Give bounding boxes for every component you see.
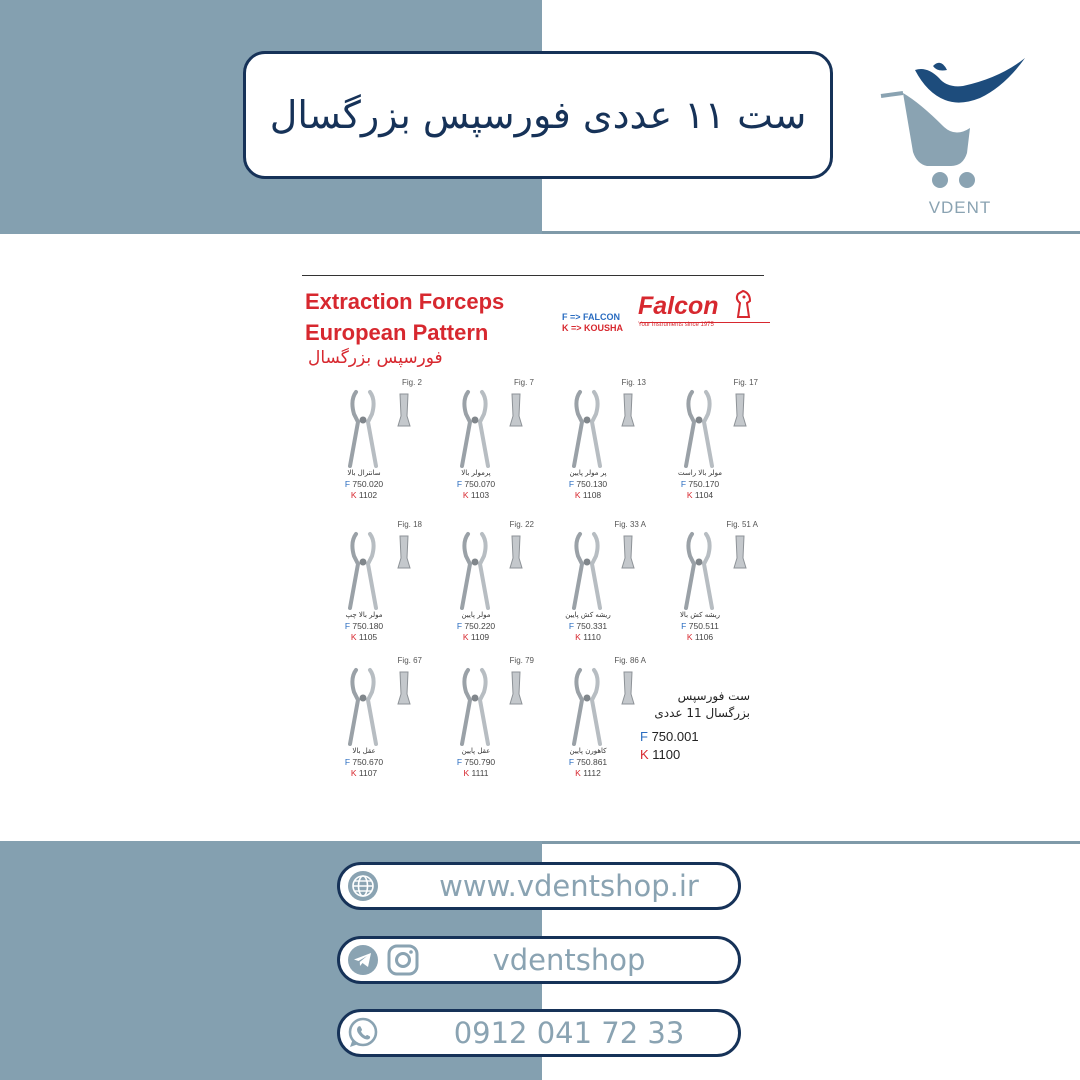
forceps-item — [436, 520, 536, 650]
forceps-icon — [336, 388, 390, 468]
catalog-top-rule — [302, 275, 764, 276]
fig-label: Fig. 33 A — [614, 520, 646, 529]
forceps-f-code: F 750.130 — [568, 479, 608, 489]
forceps-tip-icon — [506, 670, 526, 708]
forceps-k-code: K 1106 — [686, 632, 714, 642]
forceps-k-code: K 1105 — [350, 632, 378, 642]
catalog-title-line2: European Pattern — [305, 320, 489, 345]
forceps-icon — [336, 530, 390, 610]
forceps-k-code: K 1103 — [462, 490, 490, 500]
forceps-icon — [560, 530, 614, 610]
website-text: www.vdentshop.ir — [439, 869, 699, 903]
forceps-name: عقل بالا — [352, 747, 376, 755]
legend-kousha: K => KOUSHA — [562, 323, 624, 333]
set-title-fa: ست فورسپس بزرگسال 11 عددی — [654, 689, 750, 720]
forceps-icon — [560, 388, 614, 468]
globe-icon — [346, 869, 380, 903]
forceps-f-code: F 750.070 — [456, 479, 496, 489]
set-k-code: K 1100 — [640, 747, 681, 762]
fig-label: Fig. 2 — [401, 378, 422, 387]
logo-text: VDENT — [928, 198, 992, 217]
vdent-logo — [875, 48, 1045, 228]
forceps-item — [436, 378, 536, 508]
forceps-f-code: F 750.861 — [568, 757, 608, 767]
forceps-icon — [672, 388, 726, 468]
fig-label: Fig. 13 — [621, 378, 646, 387]
catalog-image — [300, 270, 775, 800]
forceps-k-code: K 1109 — [462, 632, 490, 642]
legend-falcon: F => FALCON — [562, 312, 621, 322]
forceps-name: سانترال بالا — [347, 469, 381, 477]
catalog-title-line1: Extraction Forceps — [305, 289, 505, 314]
forceps-tip-icon — [618, 392, 638, 430]
forceps-name: پر مولر پایین — [569, 469, 607, 477]
forceps-f-code: F 750.170 — [680, 479, 720, 489]
forceps-name: ریشه کش پایین — [565, 611, 611, 619]
forceps-k-code: K 1107 — [350, 768, 378, 778]
forceps-k-code: K 1111 — [463, 768, 489, 778]
forceps-f-code: F 750.511 — [681, 621, 719, 631]
fig-label: Fig. 18 — [397, 520, 422, 529]
forceps-f-code: F 750.220 — [456, 621, 496, 631]
fig-label: Fig. 86 A — [614, 656, 646, 665]
forceps-item — [548, 520, 648, 650]
title-box — [243, 51, 833, 179]
forceps-item — [324, 520, 424, 650]
social-pill[interactable] — [337, 936, 741, 984]
forceps-f-code: F 750.790 — [456, 757, 496, 767]
phone-pill[interactable] — [337, 1009, 741, 1057]
forceps-item — [324, 656, 424, 786]
forceps-name: عقل پایین — [461, 747, 491, 755]
whatsapp-icon — [346, 1016, 380, 1050]
forceps-name: مولر بالا راست — [678, 469, 722, 477]
fig-label: Fig. 67 — [397, 656, 422, 665]
forceps-icon — [448, 530, 502, 610]
fig-label: Fig. 22 — [509, 520, 534, 529]
forceps-tip-icon — [506, 392, 526, 430]
forceps-item — [436, 656, 536, 786]
forceps-k-code: K 1102 — [350, 490, 378, 500]
forceps-f-code: F 750.670 — [344, 757, 384, 767]
forceps-tip-icon — [618, 534, 638, 572]
forceps-tip-icon — [394, 534, 414, 572]
fig-label: Fig. 51 A — [726, 520, 758, 529]
falcon-brand: Falcon — [638, 292, 719, 320]
forceps-icon — [336, 666, 390, 746]
falcon-tagline: Your Instruments since 1975 — [638, 322, 714, 328]
tooth-cart-icon — [875, 48, 1045, 198]
forceps-tip-icon — [618, 670, 638, 708]
forceps-f-code: F 750.020 — [344, 479, 384, 489]
telegram-icon — [346, 943, 380, 977]
forceps-tip-icon — [506, 534, 526, 572]
forceps-icon — [448, 666, 502, 746]
forceps-name: ریشه کش بالا — [679, 611, 721, 619]
forceps-icon — [448, 388, 502, 468]
forceps-icon — [672, 530, 726, 610]
forceps-k-code: K 1104 — [686, 490, 714, 500]
forceps-name: پرمولر بالا — [461, 469, 491, 477]
forceps-name: مولر پایین — [461, 611, 491, 619]
forceps-k-code: K 1110 — [575, 632, 601, 642]
forceps-tip-icon — [730, 534, 750, 572]
social-handle-text: vdentshop — [492, 943, 646, 977]
forceps-item — [548, 378, 648, 508]
fig-label: Fig. 79 — [509, 656, 534, 665]
footer-divider — [542, 841, 1080, 844]
forceps-icon — [560, 666, 614, 746]
forceps-f-code: F 750.331 — [568, 621, 608, 631]
forceps-item — [548, 656, 648, 786]
forceps-k-code: K 1112 — [575, 768, 601, 778]
forceps-k-code: K 1108 — [574, 490, 602, 500]
forceps-name: مولر بالا چپ — [345, 611, 383, 619]
forceps-item — [324, 378, 424, 508]
catalog-subtitle-fa: فورسپس بزرگسال — [308, 348, 443, 368]
forceps-item — [660, 520, 760, 650]
forceps-name: کاهورن پایین — [569, 747, 607, 755]
falcon-emblem-icon — [730, 289, 756, 321]
forceps-f-code: F 750.180 — [344, 621, 384, 631]
brand-legend — [562, 312, 623, 334]
phone-text: 0912 041 72 33 — [453, 1016, 685, 1050]
website-pill[interactable] — [337, 862, 741, 910]
forceps-tip-icon — [730, 392, 750, 430]
fig-label: Fig. 17 — [733, 378, 758, 387]
fig-label: Fig. 7 — [513, 378, 534, 387]
set-f-code: F 750.001 — [640, 729, 699, 744]
page-title: ست ۱۱ عددی فورسپس بزرگسال — [269, 93, 807, 137]
forceps-item — [660, 378, 760, 508]
header-divider — [542, 231, 1080, 234]
forceps-tip-icon — [394, 670, 414, 708]
forceps-tip-icon — [394, 392, 414, 430]
